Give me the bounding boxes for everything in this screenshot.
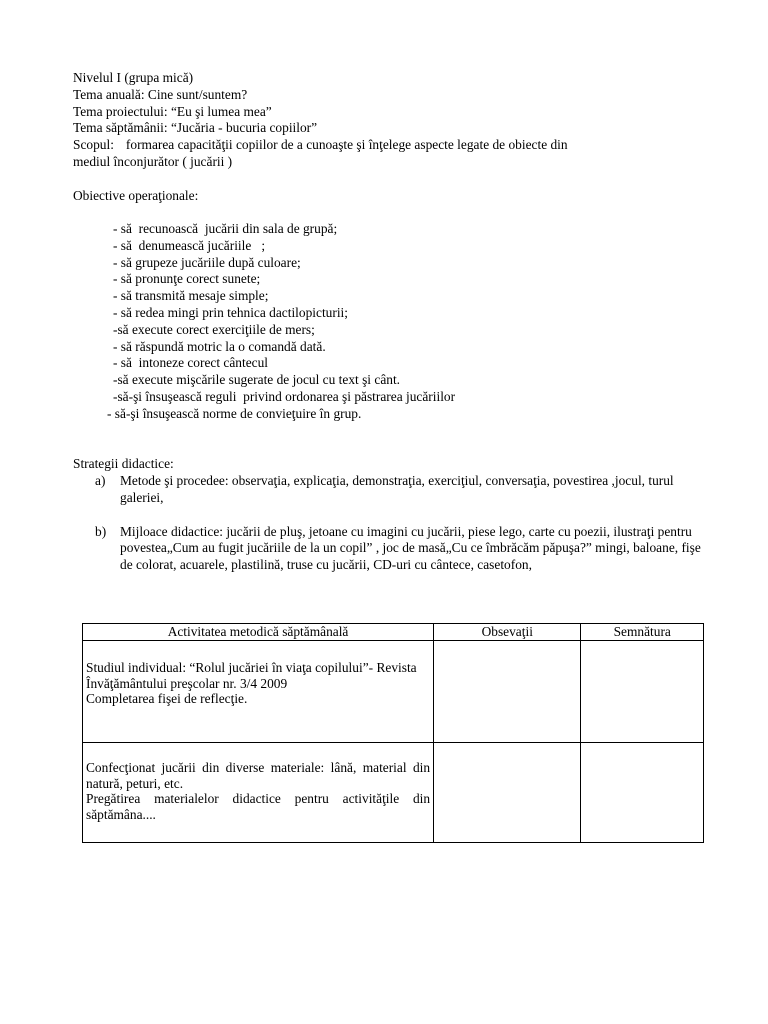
strategy-text: Metode şi procedee: observaţia, explicaţia, demonstraţia, exerciţiul, conversaţia, povestirea ,jocul, turul galeriei, xyxy=(120,473,674,505)
objective-item: -să execute mişcările sugerate de jocul cu text şi cânt. xyxy=(113,372,401,388)
objective-item: - să intoneze corect cântecul xyxy=(113,355,269,371)
objectives-title: Obiective operaţionale: xyxy=(73,188,199,203)
strategy-marker: a) xyxy=(95,473,106,488)
strategy-text: Mijloace didactice: jucării de pluş, jetoane cu imagini cu jucării, piese lego, carte cu poezii, ilustraţi pentru povestea„Cum au fugit jucăriile de la un copil” , joc de masă„Cu ce îmbrăcăm păpuşa?” mingi, baloane, fişe de colorat, acuarele, plastilină, truse cu jucării, CD-uri cu cântece, casetofon, xyxy=(120,523,701,573)
table-header-row xyxy=(83,624,704,641)
document-header xyxy=(73,70,713,171)
signature-cell[interactable] xyxy=(581,641,704,743)
purpose-text-continued: mediul înconjurător ( jucării ) xyxy=(73,153,233,169)
purpose-label: Scopul: xyxy=(73,137,114,153)
strategies-list xyxy=(95,473,715,574)
weekly-activity-table xyxy=(82,623,704,843)
purpose-line xyxy=(73,137,713,154)
annual-theme-line: Tema anuală: Cine sunt/suntem? xyxy=(73,86,248,102)
objective-item: - să denumească jucăriile ; xyxy=(113,237,266,253)
observations-cell[interactable] xyxy=(434,641,581,743)
strategy-item-means xyxy=(95,524,715,574)
column-header-signature: Semnătura xyxy=(581,624,704,641)
signature-cell[interactable] xyxy=(581,743,704,843)
activity-text: Completarea fişei de reflecţie. xyxy=(86,691,248,706)
strategy-item-methods xyxy=(95,473,715,507)
project-theme-line: Tema proiectului: “Eu şi lumea mea” xyxy=(73,103,272,119)
objective-item: -să execute corect exerciţiile de mers; xyxy=(113,321,315,337)
objective-item: - să redea mingi prin tehnica dactilopicturii; xyxy=(113,304,348,320)
objective-item: - să pronunţe corect sunete; xyxy=(113,271,261,287)
objective-item: - să răspundă motric la o comandă dată. xyxy=(113,338,326,354)
objective-item: - să recunoască jucării din sala de grupă; xyxy=(113,221,338,236)
activity-cell xyxy=(83,743,434,843)
strategies-title: Strategii didactice: xyxy=(73,456,174,471)
activity-text: Studiul individual: “Rolul jucăriei în viaţa copilului”- Revista Învăţământului preşcolar nr. 3/4 2009 xyxy=(86,660,417,691)
activity-cell xyxy=(83,641,434,743)
purpose-text: formarea capacităţii copiilor de a cunoaşte şi înţelege aspecte legate de obiecte din xyxy=(125,137,568,153)
objectives-list xyxy=(107,221,456,423)
strategy-marker: b) xyxy=(95,523,107,539)
observations-cell[interactable] xyxy=(434,743,581,843)
column-header-observations: Obsevaţii xyxy=(434,624,581,641)
objective-item: - să transmită mesaje simple; xyxy=(113,288,269,304)
column-header-activity: Activitatea metodică săptămânală xyxy=(83,624,434,641)
week-theme-line: Tema săptămânii: “Jucăria - bucuria copiilor” xyxy=(73,120,318,136)
objective-item: -să-şi însuşească reguli privind ordonarea şi păstrarea jucăriilor xyxy=(113,388,456,404)
activity-text: Pregătirea materialelor didactice pentru activităţile din săptămâna.... xyxy=(86,791,431,822)
level-line: Nivelul I (grupa mică) xyxy=(73,70,194,85)
objective-item: - să-şi însuşească norme de convieţuire în grup. xyxy=(107,405,362,421)
table-row xyxy=(83,641,704,743)
activity-text: Confecţionat jucării din diverse materiale: lână, material din natură, peturi, etc. xyxy=(86,760,431,791)
table-row xyxy=(83,743,704,843)
objective-item: - să grupeze jucăriile după culoare; xyxy=(113,254,301,270)
